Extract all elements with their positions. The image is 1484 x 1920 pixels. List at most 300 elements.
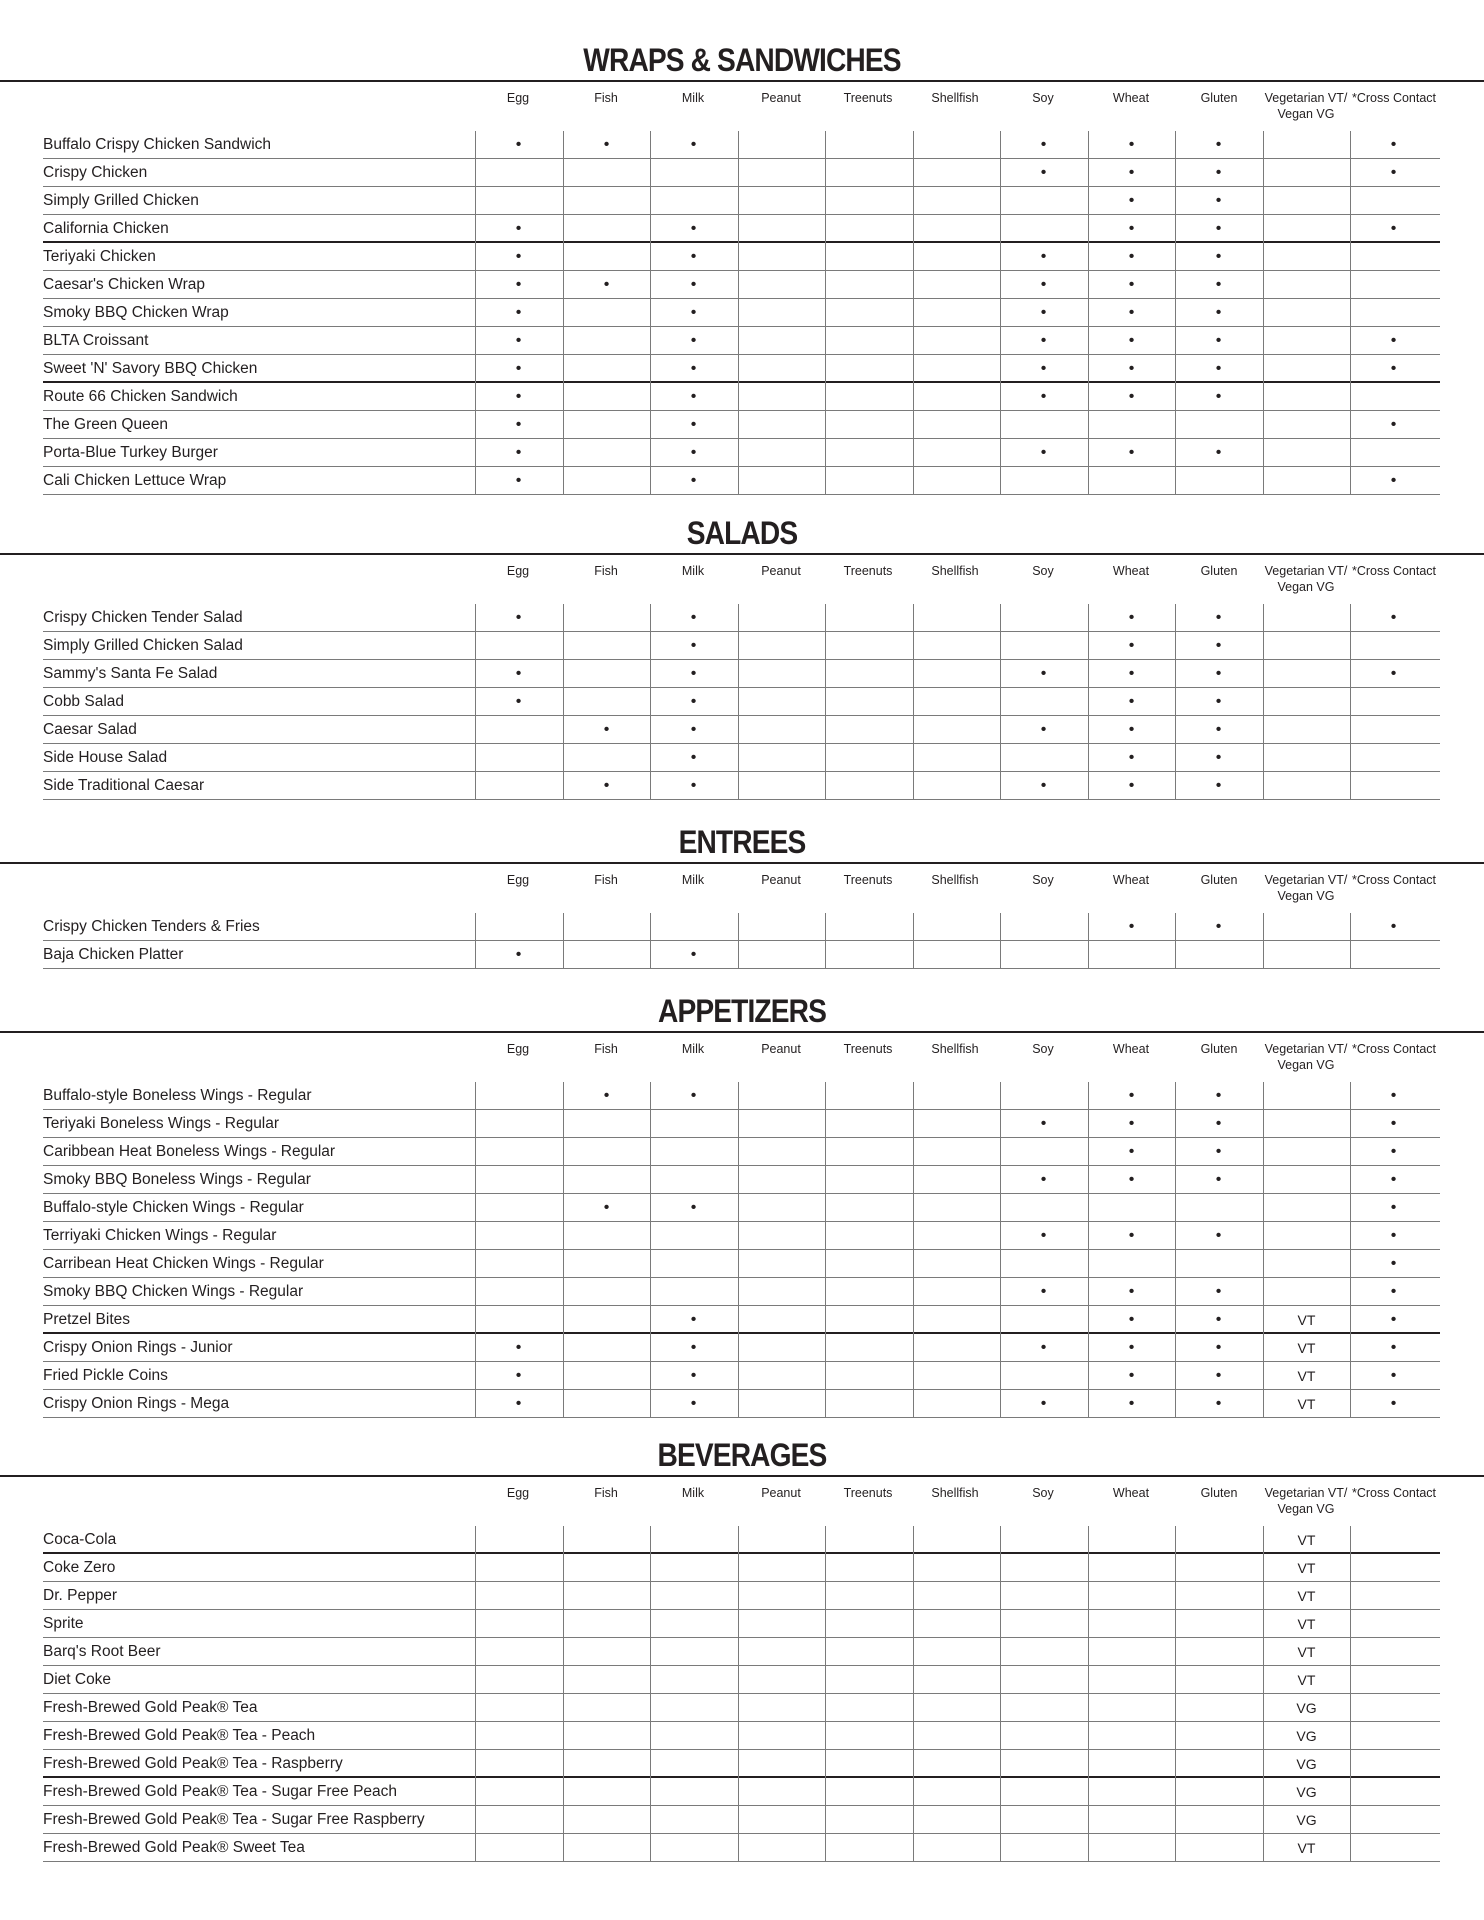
column-divider xyxy=(650,913,651,969)
allergen-mark: • xyxy=(1128,1339,1135,1356)
column-divider xyxy=(1350,1526,1351,1862)
table-row xyxy=(0,1778,1484,1806)
column-divider xyxy=(1000,913,1001,969)
allergen-mark: • xyxy=(1390,1339,1397,1356)
allergen-mark: • xyxy=(1215,276,1222,293)
table-row xyxy=(0,411,1484,439)
allergen-mark: • xyxy=(515,388,522,405)
column-header: Peanut xyxy=(761,873,801,887)
title-rule xyxy=(0,1475,1484,1477)
allergen-mark: • xyxy=(1128,693,1135,710)
allergen-mark: • xyxy=(690,1367,697,1384)
column-header: Treenuts xyxy=(843,91,893,105)
menu-item-name: Sweet 'N' Savory BBQ Chicken xyxy=(43,360,258,377)
section-wraps-sandwiches xyxy=(0,40,1484,500)
allergen-mark: • xyxy=(1390,1283,1397,1300)
table-row xyxy=(0,327,1484,355)
allergen-mark: • xyxy=(515,276,522,293)
column-header: Egg xyxy=(506,1042,530,1056)
allergen-mark: • xyxy=(690,721,697,738)
table-row xyxy=(0,913,1484,941)
menu-item-name: Fried Pickle Coins xyxy=(43,1367,168,1384)
allergen-mark: • xyxy=(1128,360,1135,377)
column-header: Vegetarian VT/ Vegan VG xyxy=(1264,1042,1348,1072)
column-divider xyxy=(1175,131,1176,495)
column-divider xyxy=(913,131,914,495)
allergen-mark: • xyxy=(1390,665,1397,682)
table-row xyxy=(0,1278,1484,1306)
allergen-mark: • xyxy=(1390,609,1397,626)
allergen-mark: • xyxy=(1128,749,1135,766)
menu-item-name: Coke Zero xyxy=(43,1559,116,1576)
allergen-mark: • xyxy=(1128,1227,1135,1244)
column-header: Vegetarian VT/ Vegan VG xyxy=(1264,91,1348,121)
diet-label: VT xyxy=(1297,1312,1316,1328)
allergen-mark: • xyxy=(690,388,697,405)
column-header: Wheat xyxy=(1112,91,1150,105)
allergen-table xyxy=(0,1526,1484,1862)
allergen-mark: • xyxy=(1390,1255,1397,1272)
column-header: Milk xyxy=(681,873,705,887)
diet-label: VG xyxy=(1296,1784,1317,1800)
column-header: *Cross Contact xyxy=(1351,1042,1437,1056)
allergen-mark: • xyxy=(1128,637,1135,654)
allergen-mark: • xyxy=(1215,609,1222,626)
table-row xyxy=(0,1638,1484,1666)
allergen-table xyxy=(0,1082,1484,1418)
allergen-mark: • xyxy=(1040,777,1047,794)
allergen-mark: • xyxy=(1390,332,1397,349)
allergen-mark: • xyxy=(1390,416,1397,433)
allergen-mark: • xyxy=(1215,332,1222,349)
allergen-mark: • xyxy=(1390,1395,1397,1412)
menu-item-name: Crispy Chicken Tender Salad xyxy=(43,609,243,626)
allergen-mark: • xyxy=(690,276,697,293)
column-header: Gluten xyxy=(1200,1486,1238,1500)
column-header: Treenuts xyxy=(843,873,893,887)
table-row xyxy=(0,1138,1484,1166)
title-rule xyxy=(0,80,1484,82)
column-divider xyxy=(475,1526,476,1862)
table-row xyxy=(0,941,1484,969)
menu-item-name: Porta-Blue Turkey Burger xyxy=(43,444,218,461)
column-divider xyxy=(1175,1526,1176,1862)
menu-item-name: Teriyaki Boneless Wings - Regular xyxy=(43,1115,280,1132)
column-header: Wheat xyxy=(1112,1042,1150,1056)
column-header: *Cross Contact xyxy=(1351,564,1437,578)
menu-item-name: Buffalo-style Chicken Wings - Regular xyxy=(43,1199,304,1216)
table-row xyxy=(0,1722,1484,1750)
allergen-mark: • xyxy=(1128,665,1135,682)
allergen-mark: • xyxy=(1128,777,1135,794)
menu-item-name: Barq's Root Beer xyxy=(43,1643,161,1660)
allergen-mark: • xyxy=(690,665,697,682)
table-row xyxy=(0,271,1484,299)
section-title: APPETIZERS xyxy=(657,993,826,1029)
menu-item-name: California Chicken xyxy=(43,220,169,237)
menu-item-name: Crispy Onion Rings - Junior xyxy=(43,1339,233,1356)
allergen-mark: • xyxy=(1215,1143,1222,1160)
section-entrees xyxy=(0,822,1484,974)
allergen-mark: • xyxy=(1390,1087,1397,1104)
table-row xyxy=(0,744,1484,772)
column-divider xyxy=(1088,913,1089,969)
column-header: Fish xyxy=(594,91,618,105)
allergen-mark: • xyxy=(1040,1115,1047,1132)
section-title: SALADS xyxy=(686,515,798,551)
menu-item-name: Dr. Pepper xyxy=(43,1587,118,1604)
allergen-mark: • xyxy=(603,276,610,293)
table-row xyxy=(0,1166,1484,1194)
allergen-mark: • xyxy=(1128,1115,1135,1132)
allergen-mark: • xyxy=(690,220,697,237)
allergen-mark: • xyxy=(515,416,522,433)
column-header: Soy xyxy=(1032,1042,1054,1056)
allergen-mark: • xyxy=(1128,248,1135,265)
allergen-mark: • xyxy=(515,1367,522,1384)
menu-item-name: Coca-Cola xyxy=(43,1531,117,1548)
allergen-mark: • xyxy=(1128,332,1135,349)
allergen-mark: • xyxy=(603,1199,610,1216)
column-header: Egg xyxy=(506,1486,530,1500)
column-header: Wheat xyxy=(1112,1486,1150,1500)
column-divider xyxy=(563,131,564,495)
allergen-mark: • xyxy=(1128,918,1135,935)
menu-item-name: Buffalo-style Boneless Wings - Regular xyxy=(43,1087,312,1104)
column-divider xyxy=(1088,604,1089,800)
menu-item-name: Sprite xyxy=(43,1615,84,1632)
allergen-table xyxy=(0,913,1484,969)
column-divider xyxy=(650,1082,651,1418)
allergen-mark: • xyxy=(1215,1367,1222,1384)
column-divider xyxy=(825,913,826,969)
column-divider xyxy=(475,131,476,495)
allergen-mark: • xyxy=(1128,220,1135,237)
allergen-mark: • xyxy=(1215,749,1222,766)
diet-label: VG xyxy=(1296,1812,1317,1828)
menu-item-name: Buffalo Crispy Chicken Sandwich xyxy=(43,136,272,153)
section-beverages xyxy=(0,1435,1484,1867)
column-divider xyxy=(475,1082,476,1418)
allergen-mark: • xyxy=(1215,721,1222,738)
allergen-mark: • xyxy=(1128,304,1135,321)
table-row xyxy=(0,159,1484,187)
section-title: BEVERAGES xyxy=(657,1437,827,1473)
menu-item-name: Crispy Onion Rings - Mega xyxy=(43,1395,230,1412)
allergen-mark: • xyxy=(690,360,697,377)
allergen-mark: • xyxy=(1128,1311,1135,1328)
column-divider xyxy=(1088,1526,1089,1862)
allergen-mark: • xyxy=(1390,1199,1397,1216)
column-divider xyxy=(650,1526,651,1862)
allergen-mark: • xyxy=(1040,304,1047,321)
column-divider xyxy=(738,604,739,800)
column-header: Fish xyxy=(594,564,618,578)
allergen-mark: • xyxy=(690,693,697,710)
diet-label: VT xyxy=(1297,1340,1316,1356)
column-divider xyxy=(1263,1526,1264,1862)
section-title: ENTREES xyxy=(678,824,806,860)
menu-item-name: Cobb Salad xyxy=(43,693,125,710)
table-row xyxy=(0,1222,1484,1250)
column-divider xyxy=(1000,604,1001,800)
allergen-mark: • xyxy=(1040,1283,1047,1300)
menu-item-name: Smoky BBQ Chicken Wings - Regular xyxy=(43,1283,304,1300)
table-row xyxy=(0,383,1484,411)
menu-item-name: Caesar's Chicken Wrap xyxy=(43,276,206,293)
column-divider xyxy=(738,913,739,969)
column-divider xyxy=(563,913,564,969)
allergen-mark: • xyxy=(1128,721,1135,738)
allergen-mark: • xyxy=(1040,332,1047,349)
allergen-mark: • xyxy=(515,1395,522,1412)
table-row xyxy=(0,660,1484,688)
allergen-mark: • xyxy=(1215,304,1222,321)
allergen-mark: • xyxy=(515,609,522,626)
column-header: Soy xyxy=(1032,873,1054,887)
column-divider xyxy=(1350,1082,1351,1418)
table-row xyxy=(0,1390,1484,1418)
row-divider xyxy=(43,1861,1440,1862)
allergen-mark: • xyxy=(1215,777,1222,794)
column-header: Milk xyxy=(681,91,705,105)
allergen-mark: • xyxy=(603,136,610,153)
title-rule xyxy=(0,862,1484,864)
allergen-mark: • xyxy=(1128,1171,1135,1188)
allergen-mark: • xyxy=(690,1087,697,1104)
table-row xyxy=(0,1362,1484,1390)
column-divider xyxy=(738,131,739,495)
allergen-mark: • xyxy=(1040,1227,1047,1244)
table-row xyxy=(0,1110,1484,1138)
menu-item-name: Simply Grilled Chicken xyxy=(43,192,199,209)
column-divider xyxy=(825,604,826,800)
allergen-mark: • xyxy=(1215,1311,1222,1328)
allergen-mark: • xyxy=(1215,164,1222,181)
allergen-mark: • xyxy=(1215,918,1222,935)
table-row xyxy=(0,1194,1484,1222)
column-header: Vegetarian VT/ Vegan VG xyxy=(1264,1486,1348,1516)
table-row xyxy=(0,1334,1484,1362)
column-header: Gluten xyxy=(1200,91,1238,105)
title-rule xyxy=(0,1031,1484,1033)
allergen-mark: • xyxy=(1390,164,1397,181)
allergen-mark: • xyxy=(690,444,697,461)
diet-label: VT xyxy=(1297,1644,1316,1660)
column-header: Soy xyxy=(1032,1486,1054,1500)
menu-item-name: Side House Salad xyxy=(43,749,168,766)
diet-label: VG xyxy=(1296,1728,1317,1744)
allergen-mark: • xyxy=(690,1339,697,1356)
column-divider xyxy=(913,1082,914,1418)
allergen-mark: • xyxy=(690,248,697,265)
allergen-mark: • xyxy=(1040,136,1047,153)
column-divider xyxy=(913,1526,914,1862)
allergen-mark: • xyxy=(1215,637,1222,654)
allergen-mark: • xyxy=(1215,1087,1222,1104)
row-divider xyxy=(43,968,1440,969)
allergen-mark: • xyxy=(1040,388,1047,405)
table-row xyxy=(0,299,1484,327)
column-header: Peanut xyxy=(761,91,801,105)
menu-item-name: Fresh-Brewed Gold Peak® Tea - Sugar Free Raspberry xyxy=(43,1811,425,1828)
allergen-mark: • xyxy=(1215,444,1222,461)
table-row xyxy=(0,1082,1484,1110)
menu-item-name: Cali Chicken Lettuce Wrap xyxy=(43,472,227,489)
menu-item-name: Smoky BBQ Boneless Wings - Regular xyxy=(43,1171,311,1188)
allergen-mark: • xyxy=(690,416,697,433)
column-divider xyxy=(1350,131,1351,495)
allergen-mark: • xyxy=(690,609,697,626)
column-header: Milk xyxy=(681,564,705,578)
menu-item-name: BLTA Croissant xyxy=(43,332,149,349)
menu-item-name: Diet Coke xyxy=(43,1671,112,1688)
table-row xyxy=(0,1806,1484,1834)
column-header: Gluten xyxy=(1200,873,1238,887)
allergen-mark: • xyxy=(1215,665,1222,682)
allergen-mark: • xyxy=(1390,360,1397,377)
column-header: Peanut xyxy=(761,1486,801,1500)
table-row xyxy=(0,215,1484,243)
allergen-mark: • xyxy=(1040,276,1047,293)
menu-item-name: Caribbean Heat Boneless Wings - Regular xyxy=(43,1143,336,1160)
allergen-mark: • xyxy=(1128,1087,1135,1104)
column-header: Milk xyxy=(681,1486,705,1500)
column-divider xyxy=(1350,913,1351,969)
allergen-mark: • xyxy=(1215,1283,1222,1300)
allergen-mark: • xyxy=(1128,276,1135,293)
column-header: Wheat xyxy=(1112,564,1150,578)
column-header: Wheat xyxy=(1112,873,1150,887)
table-row xyxy=(0,1750,1484,1778)
diet-label: VT xyxy=(1297,1840,1316,1856)
table-row xyxy=(0,439,1484,467)
table-row xyxy=(0,1582,1484,1610)
column-header: Soy xyxy=(1032,564,1054,578)
table-row xyxy=(0,1694,1484,1722)
diet-label: VT xyxy=(1297,1396,1316,1412)
allergen-mark: • xyxy=(515,1339,522,1356)
diet-label: VG xyxy=(1296,1700,1317,1716)
allergen-mark: • xyxy=(1215,1339,1222,1356)
allergen-mark: • xyxy=(1390,1171,1397,1188)
allergen-mark: • xyxy=(690,1395,697,1412)
allergen-mark: • xyxy=(515,444,522,461)
column-header: Peanut xyxy=(761,1042,801,1056)
allergen-mark: • xyxy=(1390,136,1397,153)
table-row xyxy=(0,604,1484,632)
column-divider xyxy=(650,131,651,495)
column-header: Gluten xyxy=(1200,564,1238,578)
allergen-mark: • xyxy=(690,1199,697,1216)
allergen-table xyxy=(0,604,1484,800)
table-row xyxy=(0,1834,1484,1862)
allergen-mark: • xyxy=(603,721,610,738)
column-header: Vegetarian VT/ Vegan VG xyxy=(1264,564,1348,594)
column-divider xyxy=(563,1526,564,1862)
allergen-mark: • xyxy=(690,946,697,963)
allergen-mark: • xyxy=(1215,1395,1222,1412)
column-header: Vegetarian VT/ Vegan VG xyxy=(1264,873,1348,903)
allergen-mark: • xyxy=(515,136,522,153)
allergen-mark: • xyxy=(690,1311,697,1328)
menu-item-name: Teriyaki Chicken xyxy=(43,248,156,265)
allergen-mark: • xyxy=(1390,1311,1397,1328)
table-row xyxy=(0,1554,1484,1582)
column-header: Shellfish xyxy=(931,1486,979,1500)
column-divider xyxy=(1263,913,1264,969)
section-salads xyxy=(0,513,1484,805)
column-header: Shellfish xyxy=(931,564,979,578)
row-divider xyxy=(43,799,1440,800)
allergen-mark: • xyxy=(515,946,522,963)
diet-label: VG xyxy=(1296,1756,1317,1772)
allergen-mark: • xyxy=(515,472,522,489)
column-divider xyxy=(825,1526,826,1862)
table-row xyxy=(0,1250,1484,1278)
allergen-mark: • xyxy=(1128,388,1135,405)
allergen-mark: • xyxy=(690,332,697,349)
allergen-mark: • xyxy=(515,332,522,349)
menu-item-name: Route 66 Chicken Sandwich xyxy=(43,388,238,405)
column-header: Shellfish xyxy=(931,1042,979,1056)
column-divider xyxy=(563,604,564,800)
column-header: Treenuts xyxy=(843,1042,893,1056)
allergen-mark: • xyxy=(1128,136,1135,153)
table-row xyxy=(0,187,1484,215)
allergen-mark: • xyxy=(1215,1171,1222,1188)
allergen-mark: • xyxy=(1215,1115,1222,1132)
table-row xyxy=(0,131,1484,159)
allergen-mark: • xyxy=(1390,1367,1397,1384)
table-row xyxy=(0,1610,1484,1638)
diet-label: VT xyxy=(1297,1368,1316,1384)
menu-item-name: The Green Queen xyxy=(43,416,168,433)
allergen-mark: • xyxy=(1390,1227,1397,1244)
menu-item-name: Smoky BBQ Chicken Wrap xyxy=(43,304,229,321)
column-divider xyxy=(825,131,826,495)
allergen-mark: • xyxy=(690,777,697,794)
table-row xyxy=(0,355,1484,383)
allergen-mark: • xyxy=(1128,444,1135,461)
allergen-mark: • xyxy=(1040,1339,1047,1356)
menu-item-name: Simply Grilled Chicken Salad xyxy=(43,637,243,654)
allergen-mark: • xyxy=(1128,1283,1135,1300)
column-header: *Cross Contact xyxy=(1351,873,1437,887)
table-row xyxy=(0,632,1484,660)
menu-item-name: Side Traditional Caesar xyxy=(43,777,205,794)
column-header: Fish xyxy=(594,1486,618,1500)
column-divider xyxy=(1000,1082,1001,1418)
column-divider xyxy=(1175,604,1176,800)
column-header: Treenuts xyxy=(843,564,893,578)
diet-label: VT xyxy=(1297,1588,1316,1604)
allergen-mark: • xyxy=(1390,1115,1397,1132)
column-header: Egg xyxy=(506,564,530,578)
menu-item-name: Crispy Chicken Tenders & Fries xyxy=(43,918,260,935)
column-divider xyxy=(913,913,914,969)
allergen-mark: • xyxy=(690,472,697,489)
table-row xyxy=(0,772,1484,800)
column-divider xyxy=(1000,131,1001,495)
row-divider xyxy=(43,1417,1440,1418)
column-header: Egg xyxy=(506,91,530,105)
column-divider xyxy=(1175,913,1176,969)
column-divider xyxy=(1175,1082,1176,1418)
column-divider xyxy=(1263,1082,1264,1418)
title-rule xyxy=(0,553,1484,555)
column-header: Shellfish xyxy=(931,873,979,887)
